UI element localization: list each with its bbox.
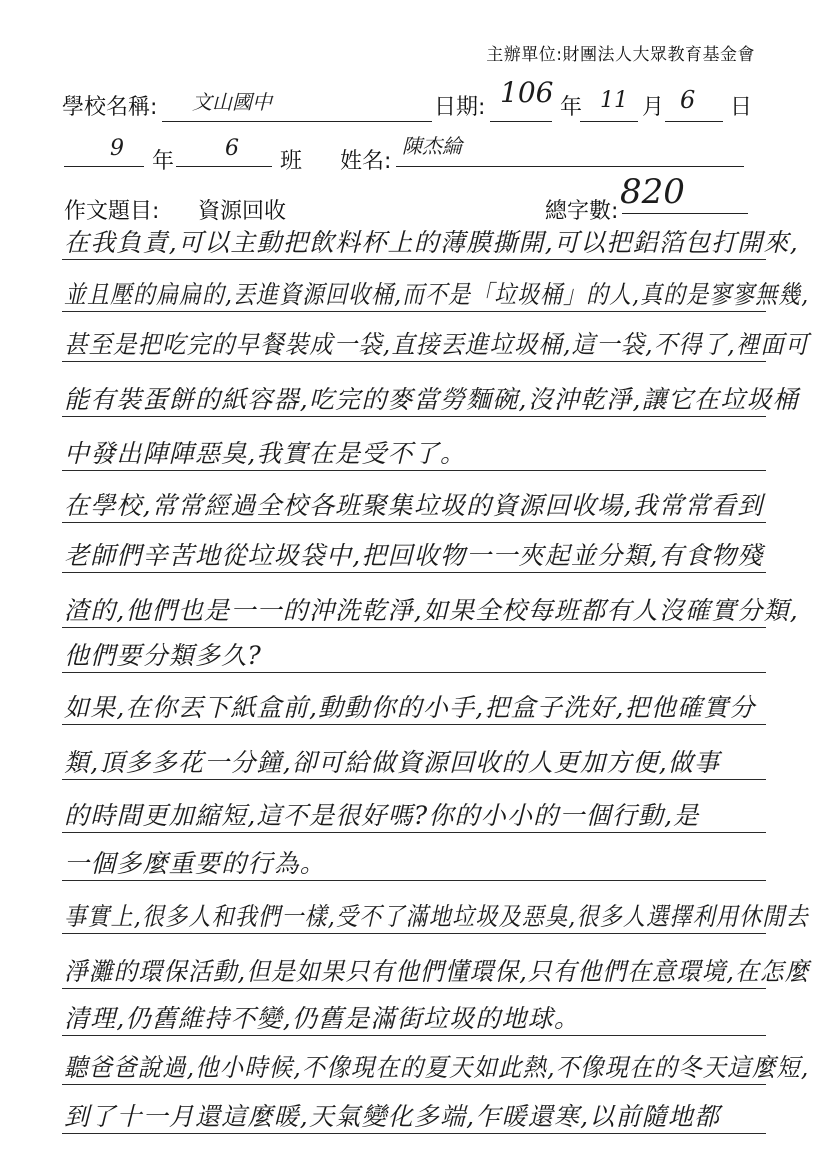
name-label: 姓名: [340,149,392,174]
essay-line-text: 一個多麼重要的行為。 [64,849,327,878]
essay-ruled-line [62,1133,766,1134]
grade-unit: 年 [152,149,175,174]
essay-ruled-line [62,880,766,881]
essay-line-text: 能有裝蛋餅的紙容器,吃完的麥當勞麵碗,沒沖乾淨,讓它在垃圾桶 [64,385,799,414]
essay-line-text: 他們要分類多久? [64,641,263,670]
essay-line-text: 渣的,他們也是一一的沖洗乾淨,如果全校每班都有人沒確實分類, [64,596,799,625]
essay-ruled-line [62,933,766,934]
essay-line-text: 淨灘的環保活動,但是如果只有他們懂環保,只有他們在意環境,在怎麼 [64,957,810,986]
month-underline [580,121,638,122]
essay-line-text: 中發出陣陣惡臭,我實在是受不了。 [64,439,467,468]
essay-ruled-line [62,988,766,989]
word-count-value: 820 [620,172,685,212]
word-count-underline [622,213,748,214]
grade-value: 9 [110,136,124,161]
essay-line-text: 的時間更加縮短,這不是很好嗎?你的小小的一個行動,是 [64,801,700,830]
year-unit: 年 [560,95,583,120]
essay-line-text: 並且壓的扁扁的,丟進資源回收桶,而不是「垃圾桶」的人,真的是寥寥無幾, [64,280,810,309]
month-unit: 月 [642,95,665,120]
essay-ruled-line [62,470,766,471]
essay-ruled-line [62,522,766,523]
essay-line-text: 聽爸爸說過,他小時候,不像現在的夏天如此熱,不像現在的冬天這麼短, [64,1053,810,1082]
grade-underline [64,166,144,167]
class-underline [176,166,272,167]
essay-line-text: 老師們辛苦地從垃圾袋中,把回收物一一夾起並分類,有食物殘 [64,541,764,570]
essay-ruled-line [62,361,766,362]
essay-ruled-line [62,627,766,628]
essay-ruled-line [62,259,766,260]
essay-ruled-line [62,1084,766,1085]
class-unit: 班 [280,149,303,174]
essay-ruled-line [62,572,766,573]
topic-value: 資源回收 [198,199,287,224]
essay-ruled-line [62,311,766,312]
word-count-label: 總字數: [545,199,619,224]
essay-line-text: 到了十一月還這麼暖,天氣變化多端,乍暖還寒,以前隨地都 [64,1102,721,1131]
essay-ruled-line [62,779,766,780]
essay-ruled-line [62,1035,766,1036]
class-value: 6 [225,136,239,161]
day-underline [665,121,723,122]
essay-ruled-line [62,416,766,417]
essay-line-text: 清理,仍舊維持不變,仍舊是滿街垃圾的地球。 [64,1004,581,1033]
student-name: 陳杰綸 [402,134,462,158]
date-month: 11 [600,88,628,113]
date-label: 日期: [434,95,486,120]
essay-line-text: 類,頂多多花一分鐘,卻可給做資源回收的人更加方便,做事 [64,748,721,777]
school-name: 文山國中 [192,90,272,114]
essay-ruled-line [62,724,766,725]
day-unit: 日 [730,95,753,120]
date-year: 106 [500,76,554,109]
essay-ruled-line [62,832,766,833]
essay-line-text: 甚至是把吃完的早餐裝成一袋,直接丟進垃圾桶,這一袋,不得了,裡面可 [64,330,810,359]
year-underline [490,121,552,122]
name-underline [396,166,744,167]
essay-line-text: 在學校,常常經過全校各班聚集垃圾的資源回收場,我常常看到 [64,491,764,520]
sponsor-text: 主辦單位:財團法人大眾教育基金會 [486,45,755,65]
topic-label: 作文題目: [64,199,160,224]
school-underline [162,121,432,122]
date-day: 6 [680,86,696,114]
essay-line-text: 在我負責,可以主動把飲料杯上的薄膜撕開,可以把鋁箔包打開來, [64,228,799,257]
essay-line-text: 事實上,很多人和我們一樣,受不了滿地垃圾及惡臭,很多人選擇利用休閒去 [64,902,809,931]
essay-line-text: 如果,在你丟下紙盒前,動動你的小手,把盒子洗好,把他確實分 [64,693,756,722]
essay-ruled-line [62,672,766,673]
school-label: 學校名稱: [62,95,158,120]
